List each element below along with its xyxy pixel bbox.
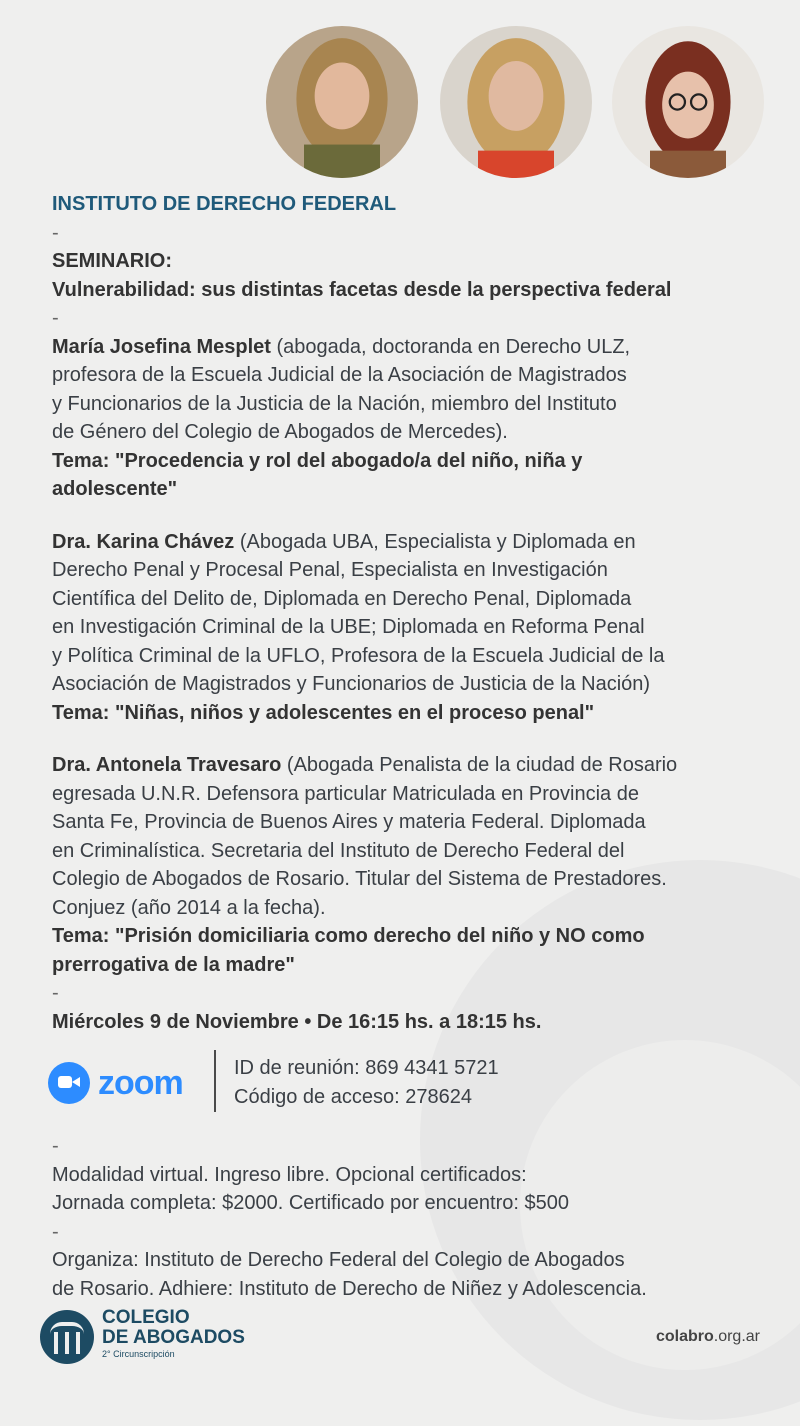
separator: - <box>52 1220 59 1243</box>
speaker2-bio-2: Derecho Penal y Procesal Penal, Especialista en Investigación <box>52 559 608 581</box>
speaker1-bio-1: (abogada, doctoranda en Derecho ULZ, <box>270 335 631 358</box>
speaker2-bio-4: en Investigación Criminal de la UBE; Diplomada en Reforma Penal <box>52 616 645 638</box>
speaker-photo-1 <box>266 26 418 178</box>
modality-line-2: Jornada completa: $2000. Certificado por encuentro: $500 <box>52 1192 570 1214</box>
zoom-camera-icon <box>48 1062 90 1104</box>
speaker2-name: Dra. Karina Chávez <box>52 530 235 553</box>
speaker3-topic-2: prerrogativa de la madre" <box>52 953 295 976</box>
organizer-line-1: Organiza: Instituto de Derecho Federal del Colegio de Abogados <box>52 1249 625 1271</box>
speaker2-bio-1: (Abogada UBA, Especialista y Diplomada en <box>234 530 636 553</box>
zoom-info-block <box>48 1050 792 1128</box>
speaker1-topic-1: Tema: "Procedencia y rol del abogado/a del niño, niña y <box>52 449 583 472</box>
speaker3-bio-5: Colegio de Abogados de Rosario. Titular del Sistema de Prestadores. <box>52 868 667 890</box>
speaker2-bio-3: Científica del Delito de, Diplomada en Derecho Penal, Diplomada <box>52 587 632 610</box>
speaker1-bio-4: de Género del Colegio de Abogados de Mercedes). <box>52 421 508 443</box>
speaker-photos <box>266 26 772 186</box>
separator: - <box>52 307 59 329</box>
speaker3-bio-6: Conjuez (año 2014 a la fecha). <box>52 896 326 919</box>
speaker2-bio-5: y Política Criminal de la UFLO, Profesora de la Escuela Judicial de la <box>52 644 665 667</box>
logo-text-line2: DE ABOGADOS <box>102 1327 245 1348</box>
site-bold: colabro <box>655 1328 714 1345</box>
speaker1-topic-2: adolescente" <box>52 478 178 500</box>
speaker3-bio-4: en Criminalística. Secretaria del Instituto de Derecho Federal del <box>52 839 625 862</box>
zoom-wordmark: zoom <box>98 1063 183 1102</box>
speaker1-intro <box>52 333 792 362</box>
separator: - <box>52 982 59 1004</box>
zoom-passcode: Código de acceso: 278624 <box>234 1086 472 1108</box>
website-link[interactable] <box>656 1328 760 1346</box>
site-domain: .org.ar <box>713 1328 760 1345</box>
modality-line-1: Modalidad virtual. Ingreso libre. Opcional certificados: <box>52 1163 527 1186</box>
speaker1-name: María Josefina Mesplet <box>52 335 271 358</box>
speaker3-bio-2: egresada U.N.R. Defensora particular Matriculada en Provincia de <box>52 782 639 805</box>
speaker2-topic: Tema: "Niñas, niños y adolescentes en el proceso penal" <box>52 701 595 724</box>
speaker-photo-3 <box>612 26 764 178</box>
seminar-title: Vulnerabilidad: sus distintas facetas desde la perspectiva federal <box>52 278 672 301</box>
footer <box>40 1308 760 1368</box>
event-date: Miércoles 9 de Noviembre • De 16:15 hs. a 18:15 hs. <box>52 1010 542 1033</box>
institute-title: INSTITUTO DE DERECHO FEDERAL <box>52 193 397 215</box>
speaker3-bio-3: Santa Fe, Provincia de Buenos Aires y materia Federal. Diplomada <box>52 811 646 833</box>
speaker1-bio-3: y Funcionarios de la Justicia de la Nación, miembro del Instituto <box>52 392 617 415</box>
speaker3-intro <box>52 751 792 780</box>
speaker3-bio-1: (Abogada Penalista de la ciudad de Rosario <box>281 754 678 776</box>
logo-text-line3: 2° Circunscripción <box>102 1349 175 1359</box>
separator: - <box>52 1135 59 1157</box>
zoom-meeting-id: ID de reunión: 869 4341 5721 <box>234 1057 499 1079</box>
separator: - <box>52 221 59 244</box>
zoom-logo <box>48 1062 183 1104</box>
speaker3-name: Dra. Antonela Travesaro <box>52 754 282 776</box>
speaker2-intro <box>52 528 792 557</box>
speaker1-bio-2: profesora de la Escuela Judicial de la Asociación de Magistrados <box>52 364 627 386</box>
speaker-photo-2 <box>440 26 592 178</box>
zoom-divider <box>214 1050 216 1112</box>
logo-text-line1: COLEGIO <box>102 1307 190 1328</box>
speaker3-topic-1: Tema: "Prisión domiciliaria como derecho del niño y NO como <box>52 925 645 947</box>
organizer-line-2: de Rosario. Adhiere: Instituto de Derecho de Niñez y Adolescencia. <box>52 1277 647 1300</box>
seminar-label: SEMINARIO: <box>52 250 172 272</box>
speaker2-bio-6: Asociación de Magistrados y Funcionarios de Justicia de la Nación) <box>52 673 651 695</box>
event-description <box>52 190 792 1303</box>
colegio-logo-icon <box>40 1310 94 1364</box>
